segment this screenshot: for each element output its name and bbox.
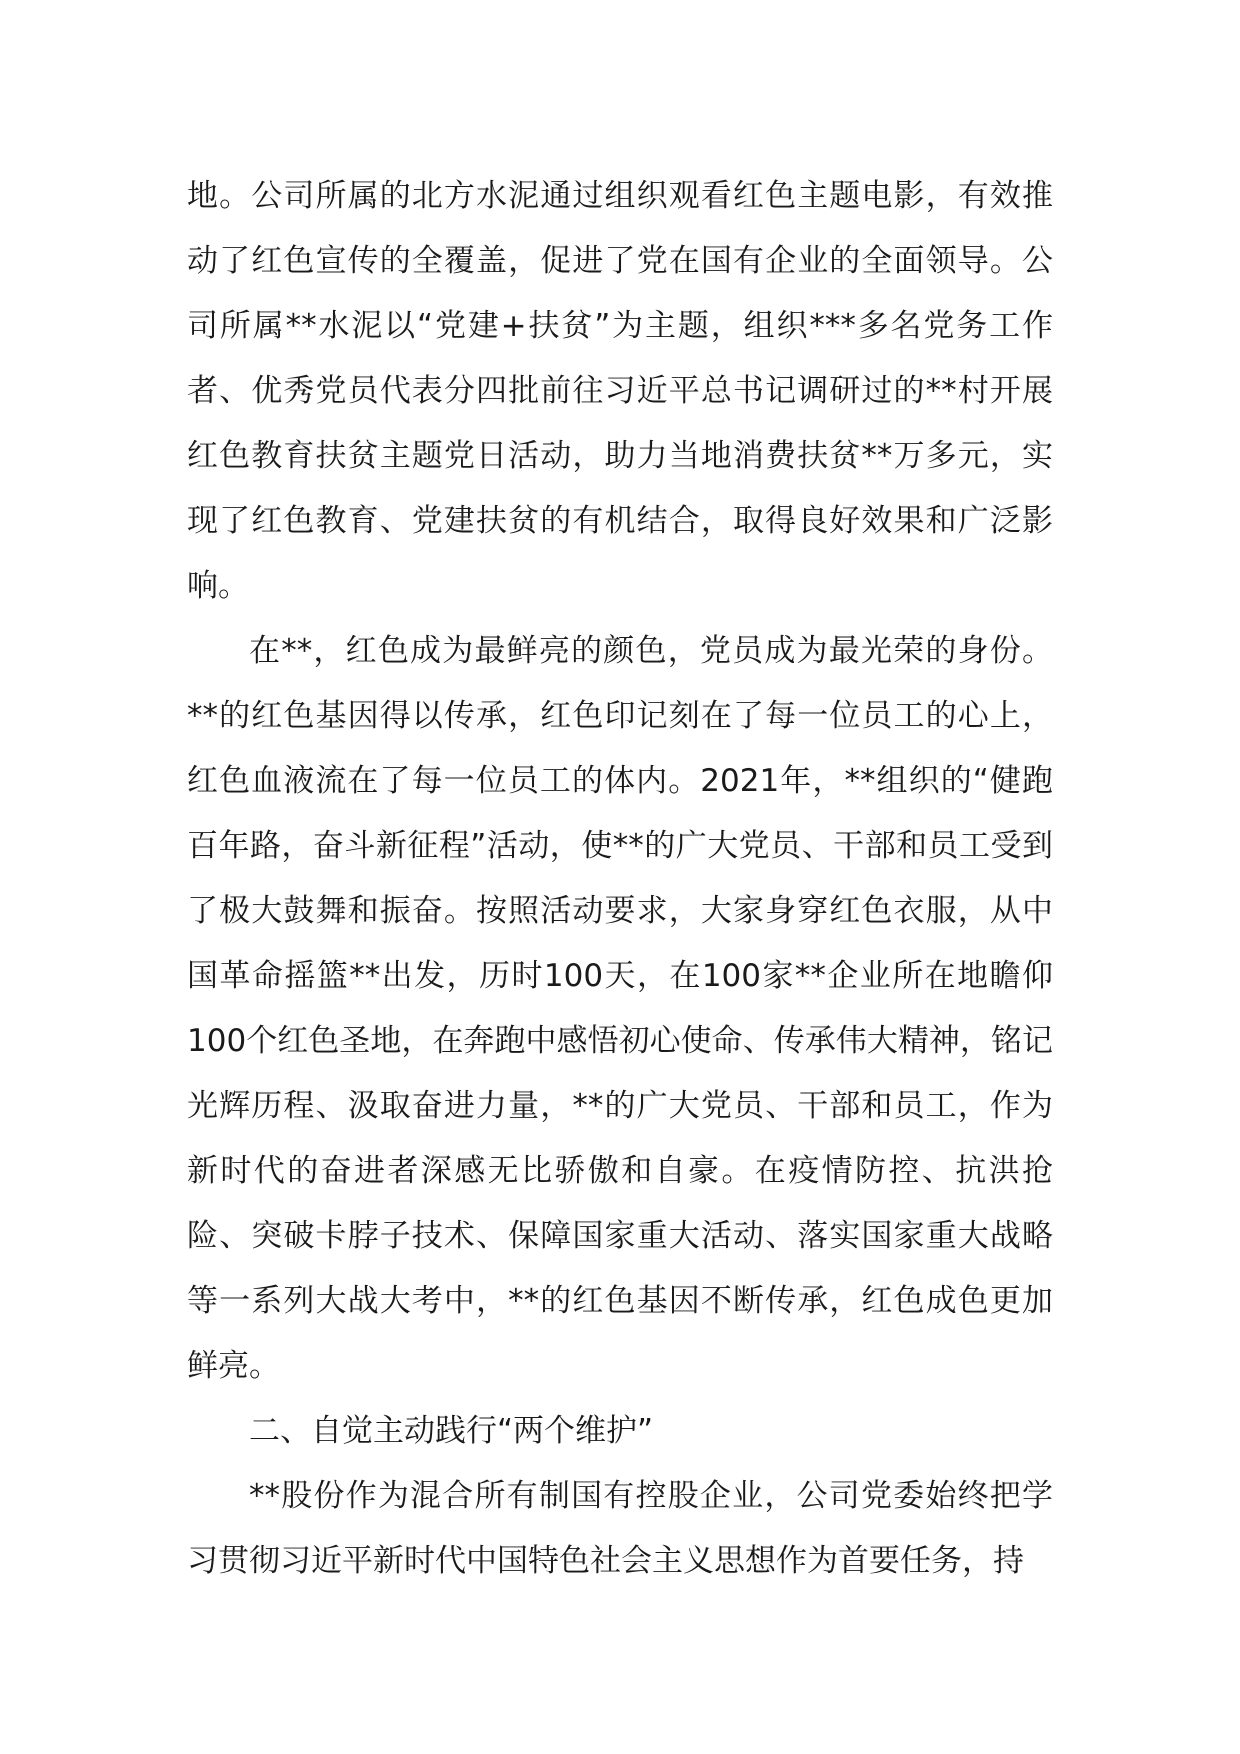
section-heading-two-safeguards: 二、自觉主动践行“两个维护” xyxy=(249,1413,654,1449)
paragraph-mixed-ownership: **股份作为混合所有制国有控股企业，公司党委始终把学习贯彻习近平新时代中国特色社会主义思想作为首要任务，持 xyxy=(187,1478,1053,1579)
paragraph-continuation: 地。公司所属的北方水泥通过组织观看红色主题电影，有效推动了红色宣传的全覆盖，促进了党在国有企业的全面领导。公司所属**水泥以“党建+扶贫”为主题，组织***多名党务工作者、优秀党员代表分四批前往习近平总书记调研过的**村开展红色教育扶贫主题党日活动，助力当地消费扶贫**万多元，实现了红色教育、党建扶贫的有机结合，取得良好效果和广泛影响。 xyxy=(187,178,1053,604)
paragraph-red-color: 在**，红色成为最鲜亮的颜色，党员成为最光荣的身份。**的红色基因得以传承，红色印记刻在了每一位员工的心上，红色血液流在了每一位员工的体内。2021年，**组织的“健跑百年路，奋斗新征程”活动，使**的广大党员、干部和员工受到了极大鼓舞和振奋。按照活动要求，大家身穿红色衣服，从中国革命摇篮**出发，历时100天，在100家**企业所在地瞻仰100个红色圣地，在奔跑中感悟初心使命、传承伟大精神，铭记光辉历程、汲取奋进力量，**的广大党员、干部和员工，作为新时代的奋进者深感无比骄傲和自豪。在疫情防控、抗洪抢险、突破卡脖子技术、保障国家重大活动、落实国家重大战略等一系列大战大考中，**的红色基因不断传承，红色成色更加鲜亮。 xyxy=(187,633,1053,1384)
document-body xyxy=(187,164,1053,1594)
